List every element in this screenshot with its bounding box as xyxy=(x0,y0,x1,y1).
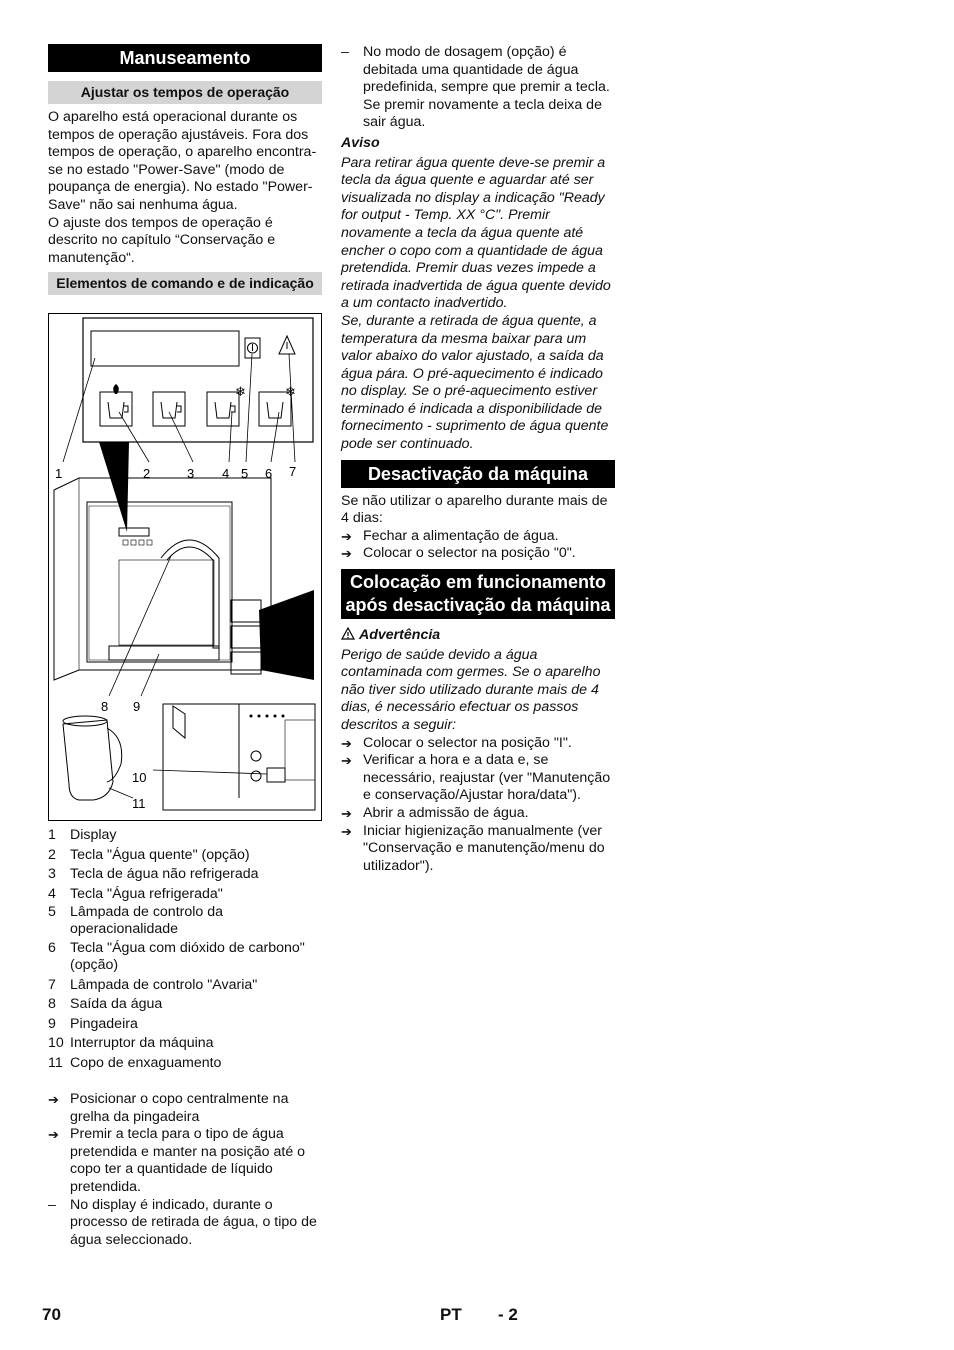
fig-number: 5 xyxy=(241,466,249,482)
subheading-tempos: Ajustar os tempos de operação xyxy=(48,81,322,104)
advertencia-label-row xyxy=(341,627,615,645)
paragraph-power-save: O aparelho está operacional durante os tempos de operação ajustáveis. Fora dos tempos de operação, o aparelho encontra-se no estado "Power-Save" (modo de poupança de energia). No estado "Power-Save" não sai nenhuma água. xyxy=(48,109,317,213)
advertencia-label: Advertência xyxy=(358,627,441,644)
fig-number: 11 xyxy=(132,796,146,812)
legend-item: 11 Copo de enxaguamento xyxy=(48,1054,222,1071)
fig-number: 4 xyxy=(222,466,230,482)
legend-item: 10 Interruptor da máquina xyxy=(48,1035,214,1052)
paragraph-ajuste: O ajuste dos tempos de operação é descrito no capítulo “Conservação e manutenção“. xyxy=(48,214,276,266)
machine-illustration xyxy=(49,314,321,820)
step-item: – No display é indicado, durante o processo de retirada de água, o tipo de água seleccionado. xyxy=(48,1196,317,1248)
step-item: ➔ Posicionar o copo centralmente na grelha da pingadeira xyxy=(48,1091,289,1125)
section-heading-colocacao: Colocação em funcionamento após desactivação da máquina xyxy=(341,569,615,619)
coloc-step: ➔ Verificar a hora e a data e, se necessário, reajustar (ver "Manutenção e conservação/Ajustar hora/data"). xyxy=(341,752,611,804)
right-column xyxy=(341,44,615,875)
svg-text:❄: ❄ xyxy=(235,385,246,401)
fig-number: 2 xyxy=(143,466,151,482)
step-item: ➔ Premir a tecla para o tipo de água pretendida e manter na posição até o copo ter a quantidade de líquido pretendida. xyxy=(48,1126,306,1195)
desact-step: ➔ Colocar o selector na posição "0". xyxy=(341,545,576,562)
svg-text:❄: ❄ xyxy=(285,385,296,401)
legend-item: 9 Pingadeira xyxy=(48,1015,138,1032)
fig-number: 10 xyxy=(132,770,147,786)
dash-item: – No modo de dosagem (opção) é debitada uma quantidade de água predefinida, sempre que premir a tecla. Se premir novamente a tecla deixa de sair água. xyxy=(341,44,610,131)
aviso-paragraph-2: Se, durante a retirada de água quente, a temperatura da mesma baixar para um valor abaixo do valor ajustado, a saída da água pára. O pré-aquecimento é indicado no display. Se o pré-aquecimento estiver terminado é indicada a disponibilidade de fornecimento - suprimento de água quente pode ser continuado. xyxy=(341,312,609,453)
fig-number: 9 xyxy=(133,699,141,715)
fig-number: 6 xyxy=(265,466,273,482)
legend-item: 3 Tecla de água não refrigerada xyxy=(48,866,259,883)
desact-step: ➔ Fechar a alimentação de água. xyxy=(341,527,559,544)
legend-item: 2 Tecla "Água quente" (opção) xyxy=(48,846,250,863)
section-heading-desactivacao: Desactivação da máquina xyxy=(341,460,615,488)
coloc-step: ➔ Abrir a admissão de água. xyxy=(341,804,529,821)
warning-icon xyxy=(341,627,355,640)
subheading-elementos: Elementos de comando e de indicação xyxy=(48,272,322,295)
desact-paragraph: Se não utilizar o aparelho durante mais de 4 dias: xyxy=(341,492,608,527)
page-number: 70 xyxy=(42,1305,61,1324)
language-code: PT xyxy=(440,1305,462,1324)
fig-number: 3 xyxy=(187,466,195,482)
legend-item: 6 Tecla "Água com dióxido de carbono" (opção) xyxy=(48,939,305,973)
legend-item: 7 Lâmpada de controlo "Avaria" xyxy=(48,976,258,993)
figure-control-elements xyxy=(48,313,322,821)
aviso-paragraph-1: Para retirar água quente deve-se premir a tecla da água quente e aguardar até ser visualizada no display a indicação "Ready for output - Temp. XX °C". Premir novamente a tecla da água quente até encher o copo com a quantidade de água pretendida. Premir duas vezes impede a retirada inadvertida de água quente devido a um contacto inadvertido. xyxy=(341,154,611,312)
advertencia-paragraph: Perigo de saúde devido a água contaminada com germes. Se o aparelho não tiver sido utilizado durante mais de 4 dias, é necessário efectuar os passos descritos a seguir: xyxy=(341,646,601,733)
section-heading-manuseamento: Manuseamento xyxy=(48,44,322,72)
coloc-step: ➔ Colocar o selector na posição "I". xyxy=(341,734,572,751)
coloc-step: ➔ Iniciar higienização manualmente (ver "Conservação e manutenção/menu do utilizador"). xyxy=(341,822,605,874)
legend-item: 5 Lâmpada de controlo da operacionalidade xyxy=(48,903,224,937)
left-column xyxy=(48,44,322,1249)
legend-item: 1 Display xyxy=(48,827,117,844)
fig-number: 8 xyxy=(101,699,109,715)
legend-list xyxy=(48,826,322,1073)
fig-number: 7 xyxy=(289,464,297,480)
page-suffix: - 2 xyxy=(498,1305,518,1324)
legend-item: 8 Saída da água xyxy=(48,996,163,1013)
legend-item: 4 Tecla "Água refrigerada" xyxy=(48,885,223,902)
aviso-label: Aviso xyxy=(341,134,380,151)
fig-number: 1 xyxy=(55,466,63,482)
steps-list xyxy=(48,1091,322,1249)
